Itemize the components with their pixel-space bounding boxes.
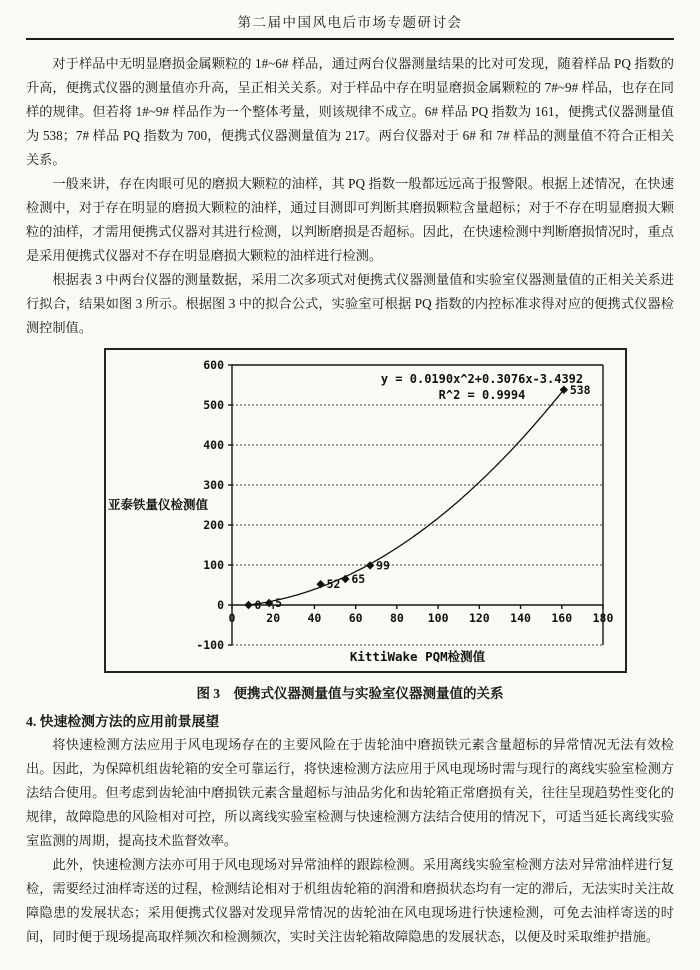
y-tick-label: 500 (203, 398, 224, 412)
paragraph-2: 一般来讲，存在肉眼可见的磨损大颗粒的油样，其 PQ 指数一般都远远高于报警限。根据上述情况，在快速检测中，对于存在明显的磨损大颗粒的油样，通过目测即可判断其磨损颗粒含量超标；对于不存在明显磨损大颗粒的油样，才需用便携式仪器对其进行检测，以判断磨损是否超标。因此，在快速检测中判断磨损情况时，重点是采用便携式仪器对不存在明显磨损大颗粒的油样进行检测。 (26, 176, 674, 263)
figure3-caption: 图 3 便携式仪器测量值与实验室仪器测量值的关系 (196, 686, 504, 701)
y-tick-label: 300 (203, 478, 224, 492)
fit-equation (381, 372, 583, 402)
y-tick-label: 400 (203, 438, 224, 452)
paragraph-3: 根据表 3 中两台仪器的测量数据，采用二次多项式对便携式仪器测量值和实验室仪器测量值的正相关关系进行拟合，结果如图 3 所示。根据图 3 中的拟合公式，实验室可根据 PQ 指数的内控标准求得对应的便携式仪器检测控制值。 (26, 272, 674, 335)
paragraph-1: 对于样品中无明显磨损金属颗粒的 1#~6# 样品，通过两台仪器测量结果的比对可发现，随着样品 PQ 指数的升高，便携式仪器的测量值亦升高，呈正相关关系。对于样品中存在明显磨损金属颗粒的 7#~9# 样品，也存在同样的规律。但若将 1#~9# 样品作为一个整体考量，则该规律不成立。6# 样品 PQ 指数为 161，便携式仪器测量值为 538；7# 样品 PQ 指数为 700，便携式仪器测量值为 217。两台仪器对于 6# 和 7# 样品的测量值不符合正相关关系。 (26, 56, 674, 167)
x-axis-title: KittiWake PQM检测值 (349, 649, 486, 664)
x-tick-label: 180 (592, 611, 614, 625)
x-tick-label: 100 (427, 611, 449, 625)
paragraph-4: 将快速检测方法应用于风电现场存在的主要风险在于齿轮油中磨损铁元素含量超标的异常情况无法有效检出。因此，为保障机组齿轮箱的安全可靠运行，将快速检测方法应用于风电现场时需与现行的离线实验室检测方法结合使用。但考虑到齿轮油中磨损铁元素含量超标与油品劣化和齿轮箱正常磨损有关，往往呈现趋势性变化的规律，故障隐患的风险相对可控，所以离线实验室检测与快速检测方法结合使用的情况下，可适当延长离线实验室监测的周期，提高技术监督效率。 (26, 737, 674, 848)
point-label: 52 (326, 577, 341, 592)
equation-text: y = 0.0190x^2+0.3076x-3.4392 (380, 372, 584, 386)
x-tick-label: 80 (389, 611, 404, 625)
point-label: 99 (376, 558, 390, 573)
section4-heading: 4. 快速检测方法的应用前景展望 (26, 714, 220, 729)
x-tick-label: 120 (468, 611, 490, 625)
x-tick-label: 20 (266, 611, 281, 625)
point-label: 538 (569, 382, 591, 397)
point-label: 5 (275, 596, 283, 610)
r-squared-text: R^2 = 0.9994 (438, 388, 526, 402)
figure3-scatter-chart (106, 350, 625, 671)
x-tick-label: 40 (307, 611, 322, 625)
y-tick-label: 0 (217, 598, 224, 612)
x-tick-label: 160 (551, 611, 573, 625)
y-axis-title: 亚泰铁量仪检测值 (108, 498, 209, 512)
y-tick-label: 200 (203, 518, 224, 532)
diamond-marker (244, 601, 252, 609)
x-tick-label: 60 (348, 611, 363, 625)
diamond-marker (316, 580, 324, 588)
y-tick-label: 600 (203, 358, 224, 372)
plot-frame (232, 365, 603, 645)
data-points (244, 383, 590, 612)
x-axis-ticks (229, 605, 614, 625)
fit-curve (249, 390, 564, 605)
figure3-frame (104, 348, 627, 673)
x-tick-label: 140 (510, 611, 531, 625)
diamond-marker (341, 575, 349, 583)
conference-header: 第二届中国风电后市场专题研讨会 (237, 15, 463, 30)
y-tick-label: -100 (196, 638, 224, 652)
header-rule (26, 38, 674, 40)
gridlines (232, 405, 603, 645)
x-tick-label: 0 (228, 611, 236, 625)
point-label: 0 (254, 598, 262, 612)
diamond-marker (265, 599, 273, 607)
point-label: 65 (351, 572, 366, 586)
paragraph-5: 此外，快速检测方法亦可用于风电现场对异常油样的跟踪检测。采用离线实验室检测方法对异常油样进行复检，需要经过油样寄送的过程，检测结论相对于机组齿轮箱的润滑和磨损状态均有一定的滞后，无法实时关注故障隐患的发展状态；采用便携式仪器对发现异常情况的齿轮油在风电现场进行快速检测，可免去油样寄送的时间，同时便于现场提高取样频次和检测频次，实时关注齿轮箱故障隐患的发展状态，以便及时采取维护措施。 (26, 857, 674, 944)
y-tick-label: 100 (203, 558, 224, 572)
